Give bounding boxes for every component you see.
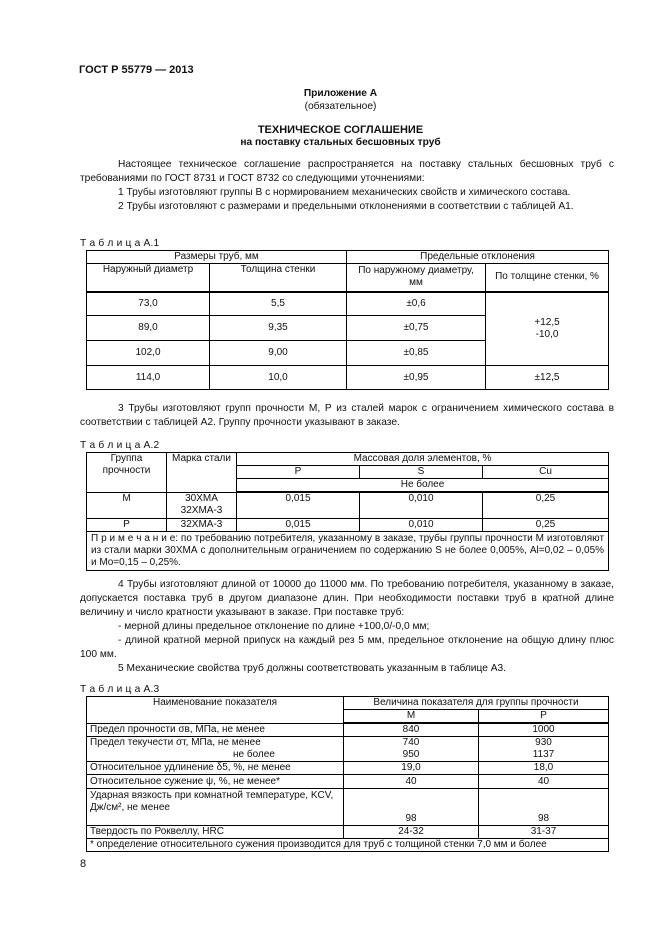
table-a2-col-mass: Массовая доля элементов, %	[237, 453, 609, 466]
table-a3-cell: 1000	[479, 723, 609, 737]
table-a3-cell: 98	[344, 789, 479, 826]
paragraph-1: 1 Трубы изготовляют группы В с нормированием механических свойств и химического состава.	[118, 187, 571, 198]
table-a3-row-name: Относительное сужение ψ, %, не менее*	[87, 775, 344, 789]
table-a1-col-diameter: Наружный диаметр	[87, 264, 210, 292]
table-a2-cell: 0,25	[483, 492, 609, 518]
table-a1-caption: Т а б л и ц а А.1	[80, 238, 160, 249]
table-a2-cell: 30ХМА 32ХМА-3	[167, 492, 237, 518]
table-a2-cell: 0,010	[360, 492, 483, 518]
page-number: 8	[80, 858, 87, 870]
table-a3-footnote: * определение относительного сужения производится для труб с толщиной стенки 7,0 мм и более	[87, 839, 609, 852]
table-a1-col-dev-diameter: По наружному диаметру, мм	[347, 264, 486, 292]
table-a3-cell-max: 1137	[532, 749, 555, 760]
table-a3-cell: 98	[479, 789, 609, 826]
table-a1-cell: 9,00	[210, 341, 347, 366]
table-a1-cell: 10,0	[210, 366, 347, 390]
table-a3-cell-min: 930	[535, 737, 552, 748]
table-a1-col-dev-thickness: По толщине стенки, %	[486, 264, 609, 292]
table-a3-row-name: Твердость по Роквеллу, HRC	[87, 826, 344, 839]
table-a1-cell: 114,0	[87, 366, 210, 390]
appendix-subtitle: (обязательное)	[304, 101, 377, 112]
table-a2-col-cu: Cu	[483, 466, 609, 479]
intro-paragraph: Настоящее техническое соглашение распространяется на поставку стальных бесшовных труб с требованиями по ГОСТ 8731 и ГОСТ 8732 со следующими уточнениями:	[80, 159, 614, 184]
table-a1-merged-dev-thickness: +12,5 -10,0	[486, 292, 609, 366]
table-a2-cell: Р	[87, 518, 167, 531]
table-a2-col-group: Группа прочности	[87, 453, 167, 493]
table-a3-cell: 40	[479, 775, 609, 789]
table-a1-cell: ±0,75	[347, 316, 486, 341]
table-a2-col-s: S	[360, 466, 483, 479]
table-a2-col-max: Не более	[237, 479, 609, 493]
table-a1-cell: ±0,85	[347, 341, 486, 366]
table-a1	[86, 250, 609, 390]
table-a3-col-p: Р	[479, 710, 609, 724]
table-a2-cell: 0,010	[360, 518, 483, 531]
table-a3-row-name: Предел прочности σв, МПа, не менее	[87, 723, 344, 737]
paragraph-4a: - мерной длины предельное отклонение по длине +100,0/-0,0 мм;	[118, 621, 430, 632]
table-a3-cell-min: 740	[402, 737, 420, 748]
table-a1-cell: ±0,6	[347, 292, 486, 316]
paragraph-2: 2 Трубы изготовляют с размерами и предельными отклонениями в соответствии с таблицей А1.	[118, 201, 574, 212]
table-a3-cell: 24-32	[344, 826, 479, 839]
table-a3-col-value: Величина показателя для группы прочности	[344, 697, 609, 710]
table-a1-cell: 102,0	[87, 341, 210, 366]
paragraph-4b: - длиной кратной мерной припуск на каждый рез 5 мм, предельное отклонение на общую длину плюс 100 мм.	[80, 635, 614, 660]
agreement-heading: ТЕХНИЧЕСКОЕ СОГЛАШЕНИЕ	[257, 124, 424, 136]
table-a1-cell: ±12,5	[486, 366, 609, 390]
table-a3-cell: 31-37	[479, 826, 609, 839]
table-a1-col-thickness: Толщина стенки	[210, 264, 347, 292]
table-a2-caption: Т а б л и ц а А.2	[80, 440, 160, 451]
table-a3-row-name	[87, 737, 344, 762]
table-a3-row-name: Ударная вязкость при комнатной температуре, KCV, Дж/см², не менее	[87, 789, 344, 826]
table-a2-cell: 0,25	[483, 518, 609, 531]
table-a1-group-deviations: Предельные отклонения	[347, 251, 609, 264]
paragraph-3: 3 Трубы изготовляют групп прочности М, Р из сталей марок с ограничением химического состава в соответствии с таблицей А2. Группу прочности указывают в заказе.	[80, 403, 614, 428]
table-a2-cell: 0,015	[237, 518, 360, 531]
table-a3-cell-max: 950	[402, 749, 420, 760]
table-a3-cell: 840	[344, 723, 479, 737]
agreement-subheading: на поставку стальных бесшовных труб	[240, 137, 441, 148]
table-a3-cell: 18,0	[479, 762, 609, 775]
table-a3-cell: 40	[344, 775, 479, 789]
table-a2-col-p: P	[237, 466, 360, 479]
table-a3-cell: 19,0	[344, 762, 479, 775]
table-a2-col-grade: Марка стали	[167, 453, 237, 493]
table-a2-cell: 0,015	[237, 492, 360, 518]
paragraph-5: 5 Механические свойства труб должны соответствовать указанным в таблице А3.	[118, 663, 507, 674]
document-id: ГОСТ Р 55779 — 2013	[79, 64, 194, 76]
table-a1-group-sizes: Размеры труб, мм	[87, 251, 347, 264]
table-a2-cell: М	[87, 492, 167, 518]
table-a3-cell	[479, 737, 609, 762]
table-a3-row-name-min: Предел текучести σт, МПа, не менее	[90, 737, 261, 748]
table-a2-cell: 32ХМА-3	[167, 518, 237, 531]
table-a2-note: П р и м е ч а н и е: по требованию потребителя, указанному в заказе, трубы группы прочности М изготовляют из стали марки 30ХМА с дополнительным ограничением по содержанию S не более 0,005%, Al=0,02 – 0,05% и Mo=0,15 – 0,25%.	[87, 531, 609, 570]
table-a3-col-name: Наименование показателя	[87, 697, 344, 724]
table-a1-cell: 89,0	[87, 316, 210, 341]
table-a3-row-name-max: не более	[233, 749, 275, 760]
paragraph-4: 4 Трубы изготовляют длиной от 10000 до 11000 мм. По требованию потребителя, указанному в заказе, допускается поставка труб в другом диапазоне длин. При необходимости поставки труб в кратной длине величину и число кратности указывают в заказе. При поставке труб:	[80, 579, 614, 618]
table-a3-col-m: М	[344, 710, 479, 724]
table-a1-cell: 73,0	[87, 292, 210, 316]
table-a1-cell: 5,5	[210, 292, 347, 316]
table-a3-row-name: Относительное удлинение δ5, %, не менее	[87, 762, 344, 775]
appendix-title: Приложение А	[303, 88, 378, 99]
table-a3-cell	[344, 737, 479, 762]
table-a2	[86, 452, 609, 571]
table-a1-cell: 9,35	[210, 316, 347, 341]
table-a3-caption: Т а б л и ц а А.3	[80, 684, 160, 695]
table-a3	[86, 696, 609, 852]
table-a1-cell: ±0,95	[347, 366, 486, 390]
